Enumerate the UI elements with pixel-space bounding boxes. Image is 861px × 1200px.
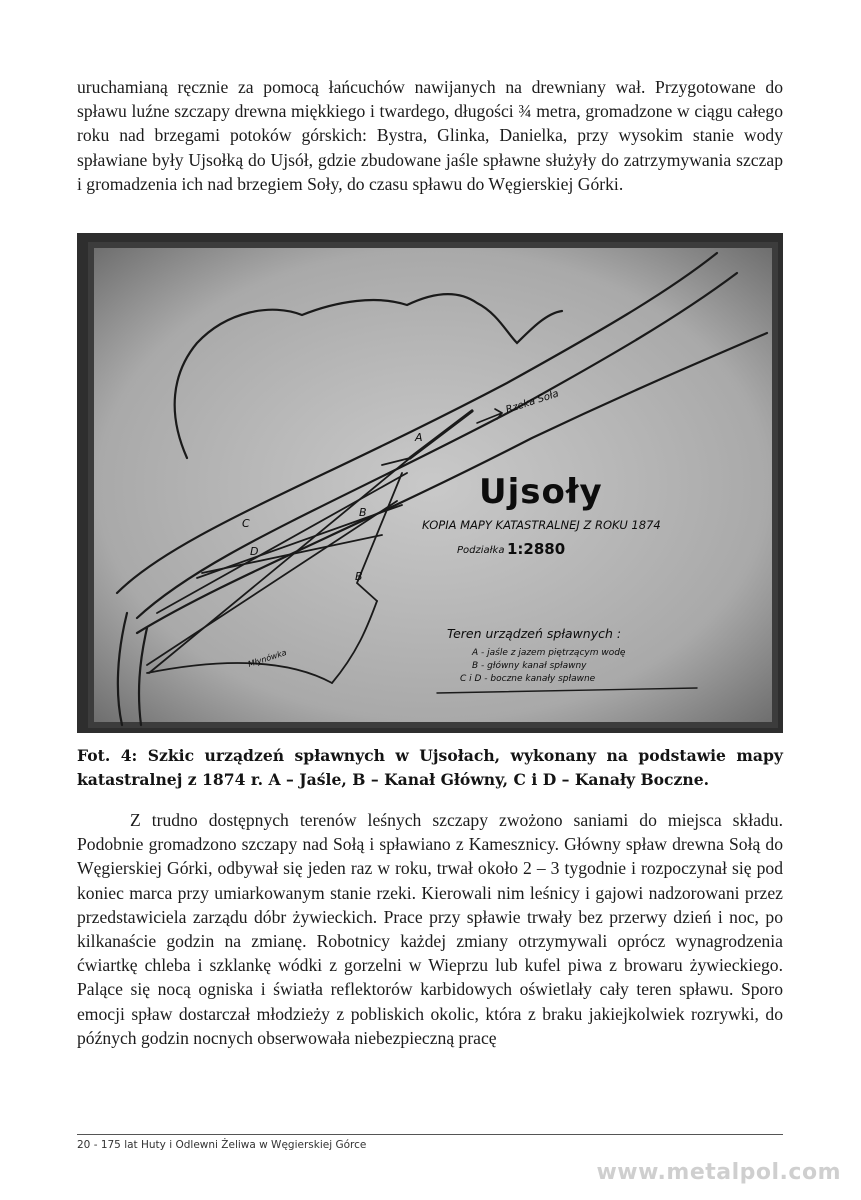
river-label: Rzeka Soła (504, 388, 561, 416)
legend-item-b: B - główny kanał spławny (472, 661, 587, 671)
village-label: Młynówka (246, 647, 288, 669)
watermark: www.metalpol.com (596, 1160, 841, 1185)
map-title: Ujsoły (479, 472, 603, 512)
scale-label: Podziałka (457, 545, 505, 556)
map-subtitle: KOPIA MAPY KATASTRALNEJ Z ROKU 1874 (422, 518, 661, 532)
footer-rule (77, 1134, 783, 1135)
figure-caption: Fot. 4: Szkic urządzeń spławnych w Ujsołach, wykonany na podstawie mapy katastralnej z 1874 r. A – Jaśle, B – Kanał Główny, C i D – Kanały Boczne. (77, 746, 783, 789)
legend-item-a: A - jaśle z jazem piętrzącym wodę (472, 648, 626, 658)
body-paragraph-bottom: Z trudno dostępnych terenów leśnych szczapy zwożono saniami do miejsca składu. Podobnie gromadzono szczapy nad Sołą i spławiano z Kamesznicy. Główny spław drewna Sołą do Węgierskiej Górki, odbywał się jeden raz w roku, trwał około 2 – 3 tygodnie i rozpoczynał się pod koniec marca przy umiarkowanym stanie rzeki. Kierowali nim leśnicy i gajowi nadzorowani przez przedstawiciela zarządu dóbr żywieckich. Prace przy spławie trwały bez przerwy dzień i noc, po kilkanaście godzin na zmianę. Robotnicy każdej zmiany otrzymywali oprócz wynagrodzenia ćwiartkę chleba i szklankę wódki z gorzelni w Wieprzu lub kufel piwa z browaru żywieckiego. Palące się nocą ogniska i światła reflektorów karbidowych oświetlały cały teren spławu. Sporo emocji spław dostarczał młodzieży z pobliskich okolic, która z braku jakiejkolwiek rozrywki, do późnych godzin nocnych obserwowała niebezpieczną pracę (77, 810, 783, 1048)
scale-value: 1:2880 (507, 540, 566, 558)
marker-d: D (250, 545, 259, 558)
marker-b2: B (355, 570, 363, 583)
page-footer: 20 - 175 lat Huty i Odlewni Żeliwa w Węgierskiej Górce (77, 1139, 367, 1151)
legend-title: Teren urządzeń spławnych : (447, 626, 622, 641)
map-photograph (77, 233, 783, 733)
body-paragraph-top: uruchamianą ręcznie za pomocą łańcuchów nawijanych na drewniany wał. Przygotowane do spławu luźne szczapy drewna miękkiego i twardego, długości ¾ metra, gromadzone w ciągu całego roku nad brzegami potoków górskich: Bystra, Glinka, Danielka, przy wysokim stanie wody spławiane były Ujsołką do Ujsół, gdzie zbudowane jaśle spławne służyły do zatrzymywania szczap i gromadzenia ich nad brzegiem Soły, do czasu spławu do Węgierskiej Górki. (77, 77, 783, 194)
marker-a: A (415, 431, 423, 444)
legend-item-cd: C i D - boczne kanały spławne (460, 674, 596, 684)
marker-b: B (359, 506, 367, 519)
marker-c: C (242, 517, 250, 530)
